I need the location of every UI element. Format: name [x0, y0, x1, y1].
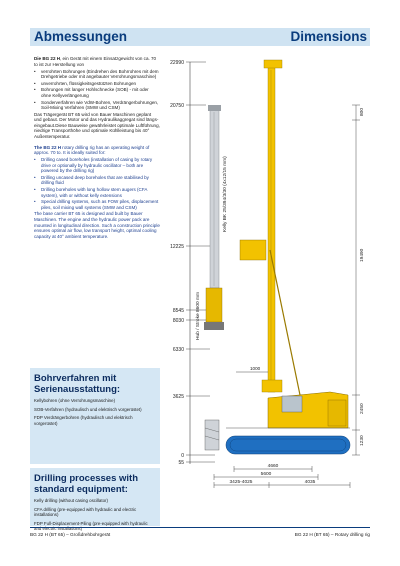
- height-label-12225: 12225: [170, 244, 184, 250]
- dim-4660-label: 4660: [267, 464, 279, 469]
- crawler-track: [226, 428, 350, 454]
- height-ticks: [170, 60, 215, 466]
- dim-1230-label: 1230: [360, 435, 365, 446]
- footer-right: BG 22 H (BT 65) – Rotary drilling rig: [294, 532, 370, 537]
- box-german-item: SOB-Verfahren (hydraulisch und elektrisch vorgerüstet): [34, 406, 142, 412]
- dim-3425-4025-label: 3425-4025: [229, 480, 253, 485]
- kelly-label: Kelly BK 25/394/3/30 (4x12/15 mm): [223, 156, 228, 232]
- height-label-8545: 8545: [172, 308, 184, 314]
- height-label-8030: 8030: [172, 318, 184, 324]
- dim-4035-label: 4035: [304, 480, 316, 485]
- german-intro-bold: Die BG 22 H: [34, 56, 61, 61]
- german-bullet: • verrohrten Bohrungen (Eindrehen des Bohrrohres mit dem Drehgetriebe oder mit angebauter Verrohrungsmaschine): [34, 69, 160, 80]
- box-german-item: FDP Verdrängerbohren (hydraulisch und elektrisch vorgerüstet): [34, 415, 133, 426]
- box-german-item: Kellybohren (ohne Verrohrungsmaschine): [34, 398, 116, 403]
- english-bullet: • Drilling cased boreholes (installation of casing by rotary drive or optionally by hydraulic oscillator – both are powered by the drilling rig): [34, 157, 160, 174]
- english-intro-text: rotary drilling rig has an operating weight of approx. 70 to. It is ideally suited for:: [34, 144, 150, 156]
- box-english-title: Drilling processes with standard equipment:: [34, 473, 138, 495]
- german-paragraph: Das Trägergerät BT 65 wird von Bauer Maschinen geplant und gebaut. Der Motor und das Hydraulikaggregat sind längs-eingebaut.Diese Bauweise gewährleistet optimale Luftführung, niedrige Transporthöhe und optimale Kühlleistung bis 40° Außentemperatur.: [34, 111, 160, 139]
- box-german-title: Bohrverfahren mit Serienausstattung:: [34, 373, 121, 395]
- height-label-20750: 20750: [170, 103, 184, 109]
- kelly-bar: [208, 105, 221, 288]
- footer-left: BG 22 H (BT 65) – Großdrehbohrgerät: [30, 532, 111, 537]
- right-dimensions: [352, 105, 360, 455]
- german-intro-text: , ein Gerät mit einem Einsatzgewicht von ca. 70 to ist zur Herstellung von: [34, 56, 157, 67]
- footer-rule: [30, 527, 370, 528]
- hub-stroke-label: Hub / Stroke 8600 mm: [196, 292, 201, 340]
- dim-19490-label: 19490: [360, 248, 365, 262]
- english-bullet: • Drilling uncased deep boreholes that are stabilised by drilling fluid: [34, 175, 160, 186]
- upper-carriage: [268, 392, 348, 428]
- dim-800-label: 800: [360, 107, 365, 116]
- german-bullet: • unverrohrten, flüssigkeitsgestützten Bohrungen: [34, 81, 160, 87]
- height-label-3625: 3625: [172, 394, 184, 400]
- box-english-item: FDP Full-Displacement-Piling (pre-equipped with hydraulic and electric installations): [34, 520, 148, 531]
- height-label-22990: 22990: [170, 60, 184, 66]
- german-bullet: • Bohrungen mit langer Hohlschnecke (SOB) - mit oder ohne Kellyverlängerung: [34, 87, 160, 98]
- english-bullet: • Drilling boreholes with long hollow stem augers (CFA system), with or without kelly extensions: [34, 187, 160, 198]
- height-label-6330: 6330: [172, 347, 184, 353]
- dim-5600-label: 5600: [260, 472, 272, 477]
- header-title-en: Dimensions: [290, 29, 367, 44]
- english-intro-bold: The BG 22 H: [34, 144, 62, 150]
- english-paragraph: The base carrier BT 65 is designed and built by Bauer Maschinen. The engine and the hydraulic power pack are mounted in longitudinal direction. Such a construction principle ensures optimal air flow, low transport height, optimal cooling capacity at 40° ambient temperature.: [34, 211, 160, 239]
- box-english-item: CFA drilling (pre-equipped with hydraulic and electric installations): [34, 506, 137, 517]
- height-label-0: 0: [181, 453, 184, 459]
- english-bullet: • Special drilling systems, such as FOW piles, displacement piles, soil mixing wall systems (SMW and CSM): [34, 199, 160, 210]
- height-label-55: 55: [178, 460, 184, 466]
- dim-1000-label: 1000: [250, 366, 261, 371]
- rig-mast: [262, 60, 282, 392]
- german-bullet: • Sonderverfahren wie VdW-Bohren, Verdrängerbohrungen, Soil-Mixing Verfahren (SMW und CSM): [34, 100, 160, 111]
- box-english-item: Kelly drilling (without casing oscillator): [34, 498, 108, 503]
- dim-2450-label: 2450: [360, 403, 365, 414]
- header-title-de: Abmessungen: [34, 29, 128, 44]
- drilling-tool: [205, 420, 219, 450]
